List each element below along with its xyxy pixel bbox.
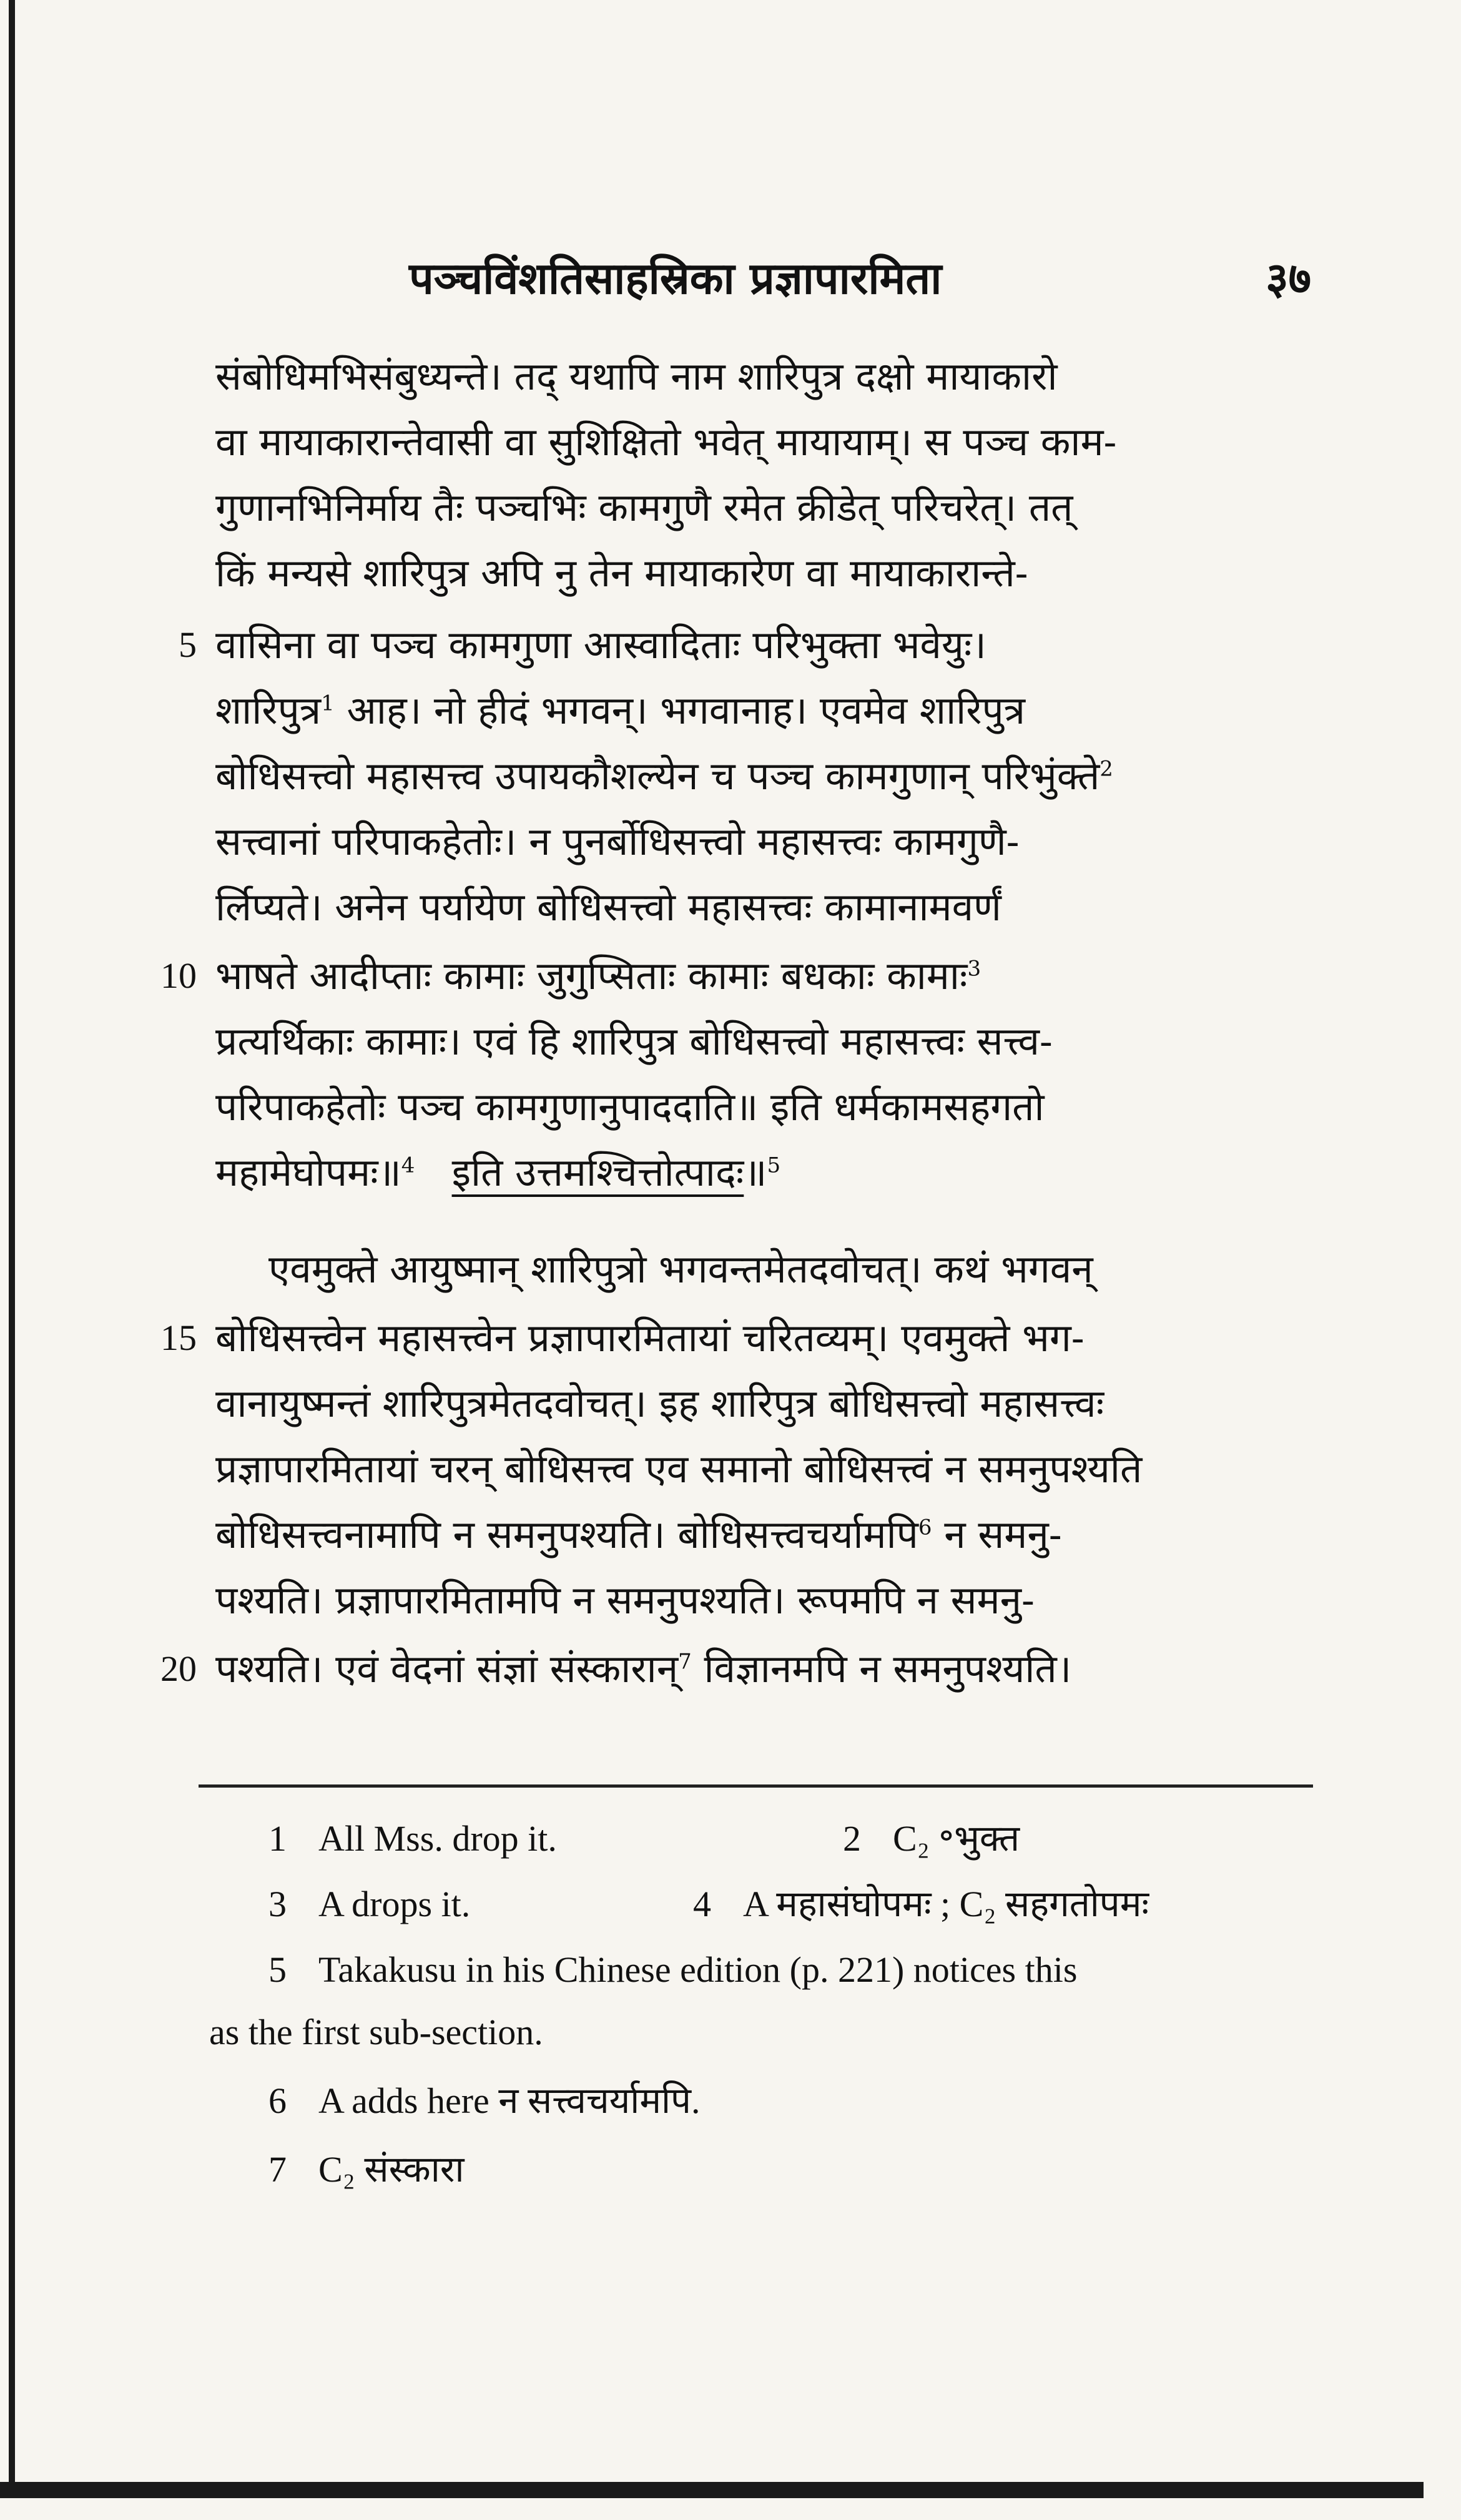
line-number-15: 15 <box>160 1317 197 1358</box>
text-line-12: परिपाकहेतोः पञ्च कामगुणानुपाददाति॥ इति धर्मकामसहगतो <box>215 1084 1045 1130</box>
text-line-6 <box>215 681 1311 741</box>
footnote-number: 1 <box>268 1818 287 1859</box>
text-line-18 <box>215 1505 1311 1565</box>
text-line-15: बोधिसत्त्वेन महासत्त्वेन प्रज्ञापारमितायां चरितव्यम्‌। एवमुक्ते भग- <box>215 1315 1085 1361</box>
running-title: पञ्चविंशतिसाहस्रिका प्रज्ञापारमिता <box>409 252 942 304</box>
text-line-8: सत्त्वानां परिपाकहेतोः। न पुनर्बोधिसत्त्वो महासत्त्वः कामगुणै- <box>215 819 1020 864</box>
text-line-2: वा मायाकारान्तेवासी वा सुशिक्षितो भवेत्‌ मायायाम्‌। स पञ्च काम- <box>215 419 1117 465</box>
text-segment: भाषते आदीप्ताः कामाः जुगुप्सिताः कामाः बधकाः कामाः <box>215 953 968 998</box>
text-segment: पश्यति। एवं वेदनां संज्ञां संस्कारान्‌ <box>215 1646 679 1691</box>
footnote-2 <box>843 1811 1020 1867</box>
text-segment: न समनु- <box>944 1512 1062 1557</box>
footnote-5-continued: as the first sub-section. <box>209 2012 543 2052</box>
footnote-4 <box>693 1876 1149 1932</box>
footnote-text: A महासंघोपमः ; C₂ सहगतोपमः <box>743 1884 1149 1924</box>
footnote-1 <box>268 1811 557 1867</box>
text-segment: बोधिसत्त्वनामापि न समनुपश्यति। बोधिसत्त्वचर्यामपि <box>215 1512 918 1557</box>
footnote-divider <box>199 1784 1313 1788</box>
footnote-marker: 5 <box>767 1153 781 1178</box>
page-left-edge-rule <box>9 0 15 2485</box>
footnote-6 <box>268 2073 700 2129</box>
text-segment: ॥ <box>744 1149 767 1195</box>
text-line-20 <box>215 1639 1311 1699</box>
text-line-11: प्रत्यर्थिकाः कामाः। एवं हि शारिपुत्र बोधिसत्त्वो महासत्त्वः सत्त्व- <box>215 1018 1053 1064</box>
text-line-4: किं मन्यसे शारिपुत्र अपि नु तेन मायाकारेण वा मायाकारान्ते- <box>215 550 1028 596</box>
text-line-5: वासिना वा पञ्च कामगुणा आस्वादिताः परिभुक्ता भवेयुः। <box>215 622 986 667</box>
footnote-marker: 4 <box>401 1153 415 1178</box>
text-line-9: र्लिप्यते। अनेन पर्यायेण बोधिसत्त्वो महासत्त्वः कामानामवर्णं <box>215 884 1001 930</box>
text-line-1: संबोधिमभिसंबुध्यन्ते। तद्‌ यथापि नाम शारिपुत्र दक्षो मायाकारो <box>215 353 1058 399</box>
text-line-14: एवमुक्ते आयुष्मान्‌ शारिपुत्रो भगवन्तमेतदवोचत्‌। कथं भगवन्‌ <box>268 1246 1093 1292</box>
page-bottom-edge-rule <box>0 2482 1424 2498</box>
line-number-5: 5 <box>179 624 197 665</box>
text-segment: शारिपुत्र <box>215 687 322 733</box>
text-segment: महामेघोपमः॥ <box>215 1149 401 1195</box>
footnote-text: Takakusu in his Chinese edition (p. 221) notices this <box>318 1949 1078 1990</box>
footnote-text: A adds here न सत्त्वचर्यामपि. <box>318 2080 701 2121</box>
footnote-marker: 6 <box>918 1515 932 1540</box>
footnote-5 <box>268 1942 1077 1998</box>
text-line-10 <box>215 946 1311 1006</box>
text-segment: आह। नो हीदं भगवन्‌। भगवानाह। एवमेव शारिपुत्र <box>347 687 1026 733</box>
footnote-number: 6 <box>268 2080 287 2121</box>
text-segment: बोधिसत्त्वो महासत्त्व उपायकौशल्येन च पञ्च कामगुणान्‌ परिभुंक्ते <box>215 753 1100 799</box>
footnote-number: 5 <box>268 1949 287 1990</box>
footnote-7 <box>268 2142 465 2198</box>
footnote-number: 4 <box>693 1884 711 1924</box>
section-colophon: इति उत्तमश्चित्तोत्पादः <box>451 1149 744 1195</box>
text-line-7 <box>215 746 1311 806</box>
footnote-text: C₂ संस्कारा <box>318 2149 465 2190</box>
line-number-20: 20 <box>160 1648 197 1689</box>
footnote-marker: 3 <box>967 956 981 982</box>
text-line-13 <box>215 1143 1311 1203</box>
footnote-marker: 7 <box>678 1649 692 1675</box>
footnote-number: 7 <box>268 2149 287 2190</box>
footnote-marker: 2 <box>1099 756 1113 782</box>
footnote-3 <box>268 1876 470 1932</box>
page-number: ३७ <box>1266 252 1311 304</box>
footnote-text: All Mss. drop it. <box>318 1818 557 1859</box>
page-header <box>215 247 1311 315</box>
line-number-10: 10 <box>160 955 197 996</box>
footnote-text: A drops it. <box>318 1884 471 1924</box>
text-segment: विज्ञानमपि न समनुपश्यति। <box>704 1646 1072 1691</box>
text-line-3: गुणानभिनिर्माय तैः पञ्चभिः कामगुणै रमेत क्रीडेत्‌ परिचरेत्‌। तत्‌ <box>215 485 1073 530</box>
footnote-number: 3 <box>268 1884 287 1924</box>
text-line-16: वानायुष्मन्तं शारिपुत्रमेतदवोचत्‌। इह शारिपुत्र बोधिसत्त्वो महासत्त्वः <box>215 1381 1104 1426</box>
footnote-number: 2 <box>843 1818 861 1859</box>
footnote-marker: 1 <box>321 691 335 716</box>
text-line-17: प्रज्ञापारमितायां चरन्‌ बोधिसत्त्व एव समानो बोधिसत्त्वं न समनुपश्यति <box>215 1446 1143 1492</box>
text-line-19: पश्यति। प्रज्ञापारमितामपि न समनुपश्यति। रूपमपि न समनु- <box>215 1577 1035 1623</box>
footnote-text: C₂ ॰भुक्त <box>893 1818 1020 1859</box>
